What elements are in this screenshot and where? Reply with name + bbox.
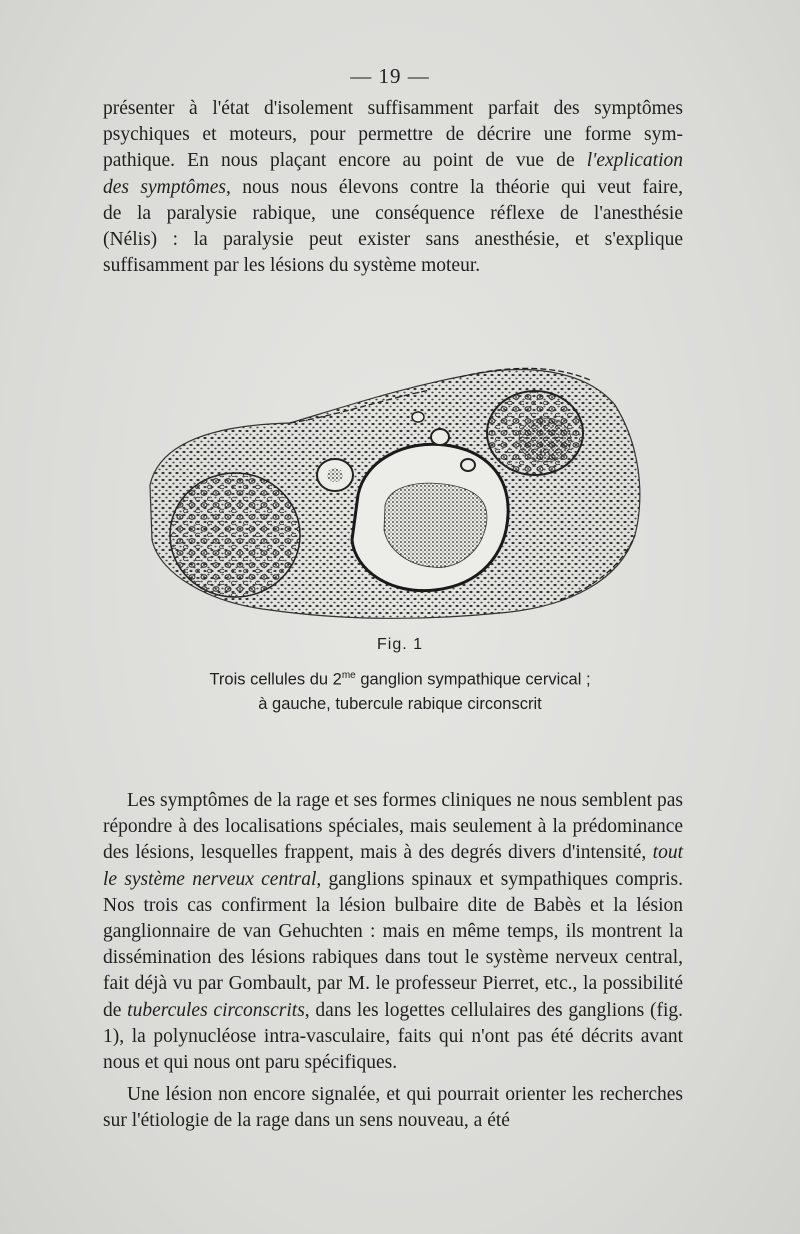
figure-ganglion-illustration xyxy=(140,345,650,625)
paragraph-1-line: psychiques et moteurs, pour permettre de décrire une forme sym- xyxy=(103,124,683,146)
figure-caption-line-2: à gauche, tubercule rabique circonscrit xyxy=(258,694,542,713)
ganglion-drawing xyxy=(140,345,650,625)
vessel-content xyxy=(327,468,343,482)
paragraph-1-line: (Nélis) : la paralysie peut exister sans anesthésie, et s'explique xyxy=(103,229,683,251)
paragraph-1-line: de la paralysie rabique, une conséquence réflexe de l'anesthésie xyxy=(103,202,683,224)
vessel xyxy=(461,459,475,471)
paragraph-1-text: , nous nous élevons contre la théorie qui veut faire, xyxy=(226,176,683,198)
caption-text: Trois cellules du 2 xyxy=(209,670,342,689)
figure-caption-line-1 xyxy=(0,664,800,692)
paragraph-1-line: présenter à l'état d'isolement suffisamment parfait des symptômes xyxy=(103,98,683,119)
paragraph-2-italic: tubercules circonscrits xyxy=(127,999,305,1021)
paragraph-1-italic: l'explication xyxy=(586,150,683,172)
figure-label: Fig. 1 xyxy=(376,636,423,653)
tubercle-circumscribed xyxy=(170,473,300,597)
figure-caption xyxy=(0,664,800,716)
paragraph-1 xyxy=(103,96,683,279)
upper-right-cell-body xyxy=(519,418,571,462)
paragraph-1-line xyxy=(103,148,683,174)
vessel xyxy=(431,429,449,445)
paragraph-2-italic: tout le système nerveux central xyxy=(103,842,683,890)
paragraph-1-text: pathique. En nous plaçant encore au point de vue de xyxy=(103,150,575,172)
page-number: — 19 — xyxy=(350,64,430,88)
caption-superscript: me xyxy=(341,670,356,681)
paragraph-3: Une lésion non encore signalée, et qui pourrait orienter les recherches sur l'étiologie de la rage dans un sens nouveau, a été xyxy=(103,1084,683,1132)
vessel xyxy=(412,412,424,422)
caption-text: ganglion sympathique cervical ; xyxy=(355,670,591,689)
paragraph-2-text: Les symptômes de la rage et ses formes cliniques ne nous semblent pas répondre à des localisations spéciales, mais seulement à la prédominance des lésions, lesquelles frappent, mais à des degrés divers d'intensité, xyxy=(103,790,683,864)
paragraph-2 xyxy=(103,788,683,1076)
paragraph-1-italic: des symptômes xyxy=(103,176,226,198)
paragraph-1-line: suffisamment par les lésions du système moteur. xyxy=(103,255,481,277)
paragraph-2-text: , dans les logettes cellulaires des ganglions (fig. 1), la polynucléose intra-vasculaire, faits qui n'ont pas été décrits avant nous et qui nous ont paru spécifiques. xyxy=(103,999,684,1074)
paragraph-2-text: , ganglions spinaux et sympathiques compris. Nos trois cas confirment la lésion bulbaire dite de Babès et la lésion ganglionnaire de van Gehuchten : mais en même temps, ils montrent la dissémination des lésions rabiques dans tout le système nerveux central, fait déjà vu par Gombault, par M. le professeur Pierret, etc., la possibilité de xyxy=(103,868,683,1021)
paragraph-1-line xyxy=(103,175,683,201)
